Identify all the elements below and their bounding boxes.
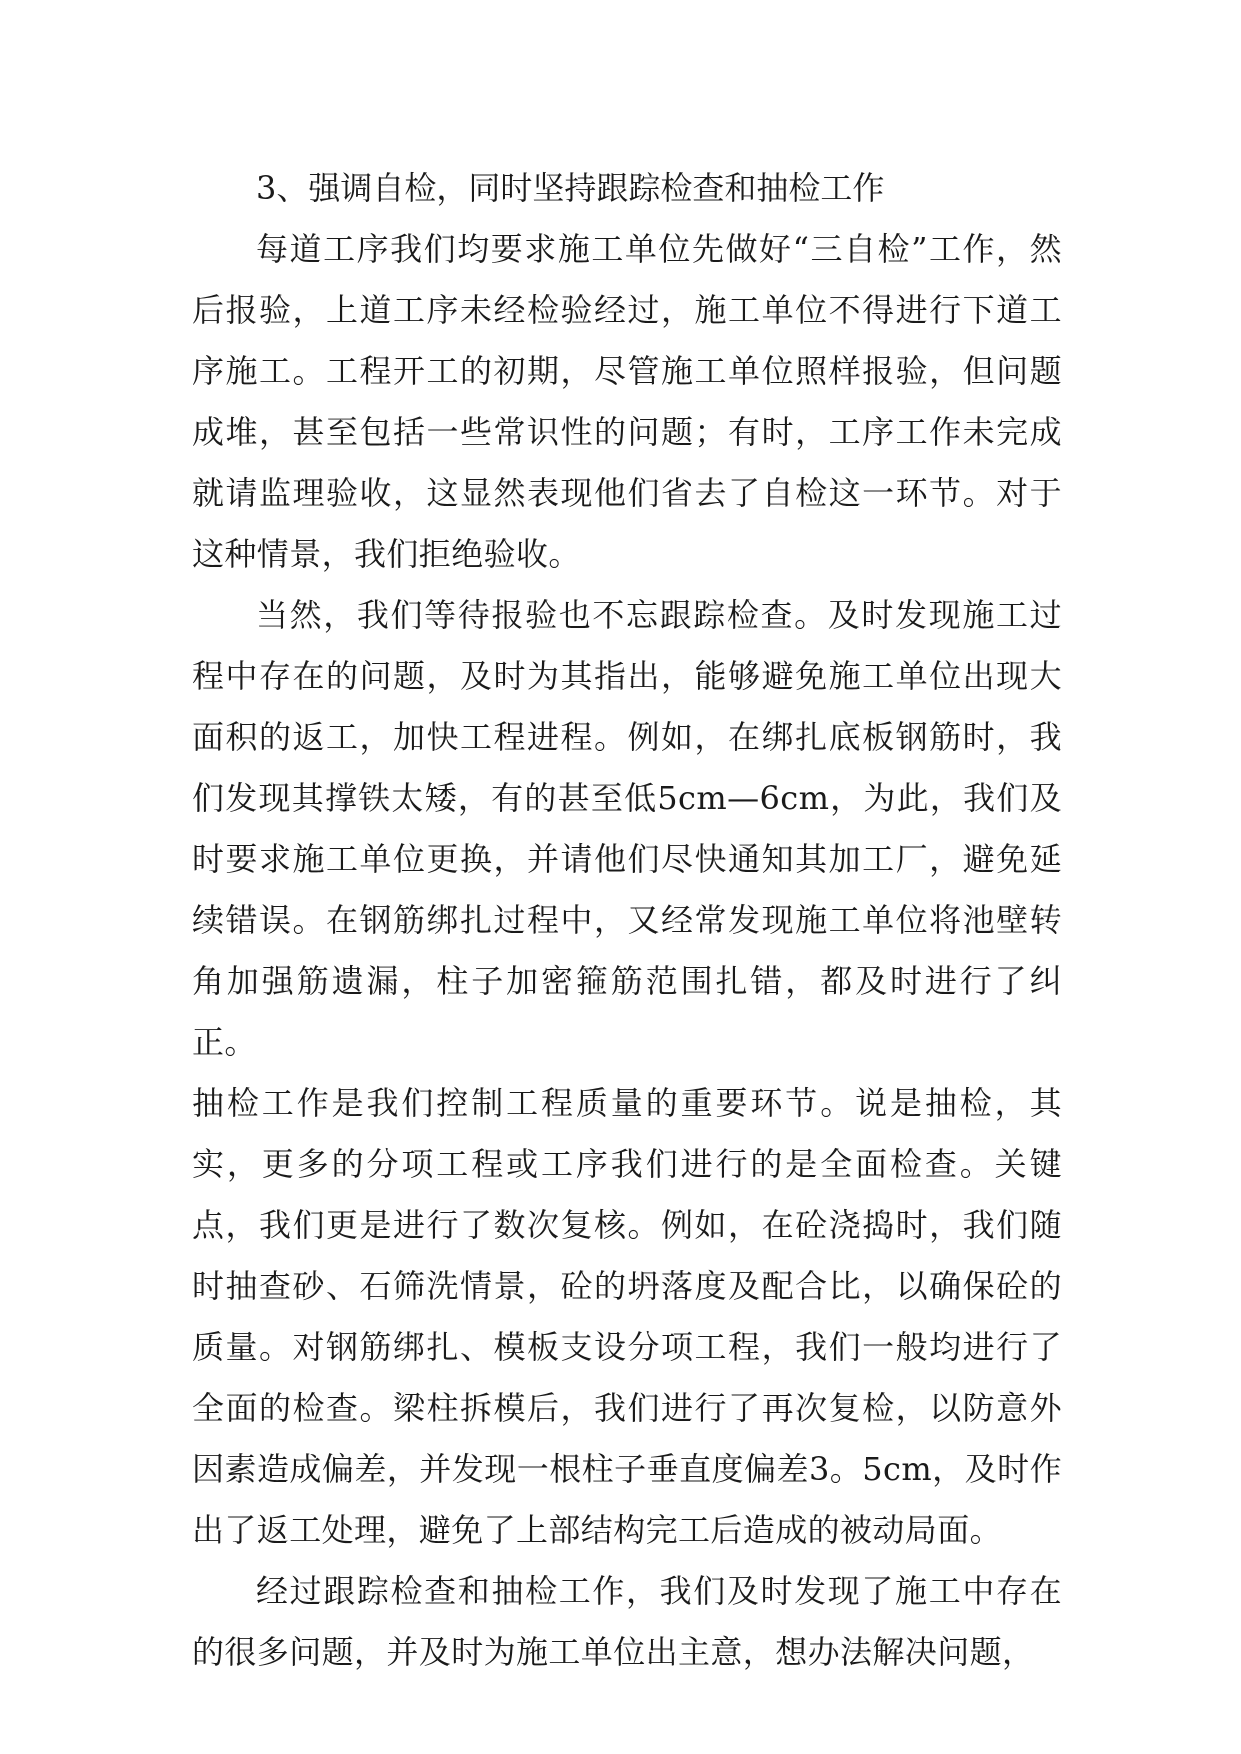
paragraph-spot-check: 抽检工作是我们控制工程质量的重要环节。说是抽检，其实，更多的分项工程或工序我们进行的是全面检查。关键点，我们更是进行了数次复核。例如，在砼浇捣时，我们随时抽查砂、石筛洗情景，砼的坍落度及配合比，以确保砼的质量。对钢筋绑扎、模板支设分项工程，我们一般均进行了全面的检查。梁柱拆模后，我们进行了再次复检，以防意外因素造成偏差，并发现一根柱子垂直度偏差3。5cm，及时作出了返工处理，避免了上部结构完工后造成的被动局面。 xyxy=(192,1084,1062,1549)
paragraph-tracking-inspection: 当然，我们等待报验也不忘跟踪检查。及时发现施工过程中存在的问题，及时为其指出，能够避免施工单位出现大面积的返工，加快工程进程。例如，在绑扎底板钢筋时，我们发现其撑铁太矮，有的甚至低5cm—6cm，为此，我们及时要求施工单位更换，并请他们尽快通知其加工厂，避免延续错误。在钢筋绑扎过程中，又经常发现施工单位将池壁转角加强筋遗漏，柱子加密箍筋范围扎错，都及时进行了纠正。 xyxy=(192,596,1062,1061)
document-body xyxy=(192,158,1062,1683)
section-heading: 3、强调自检，同时坚持跟踪检查和抽检工作 xyxy=(256,169,885,207)
paragraph-conclusion: 经过跟踪检查和抽检工作，我们及时发现了施工中存在的很多问题，并及时为施工单位出主意，想办法解决问题， xyxy=(192,1572,1062,1671)
paragraph-self-inspection: 每道工序我们均要求施工单位先做好“三自检”工作，然后报验，上道工序未经检验经过，施工单位不得进行下道工序施工。工程开工的初期，尽管施工单位照样报验，但问题成堆，甚至包括一些常识性的问题；有时，工序工作未完成就请监理验收，这显然表现他们省去了自检这一环节。对于这种情景，我们拒绝验收。 xyxy=(192,230,1062,573)
